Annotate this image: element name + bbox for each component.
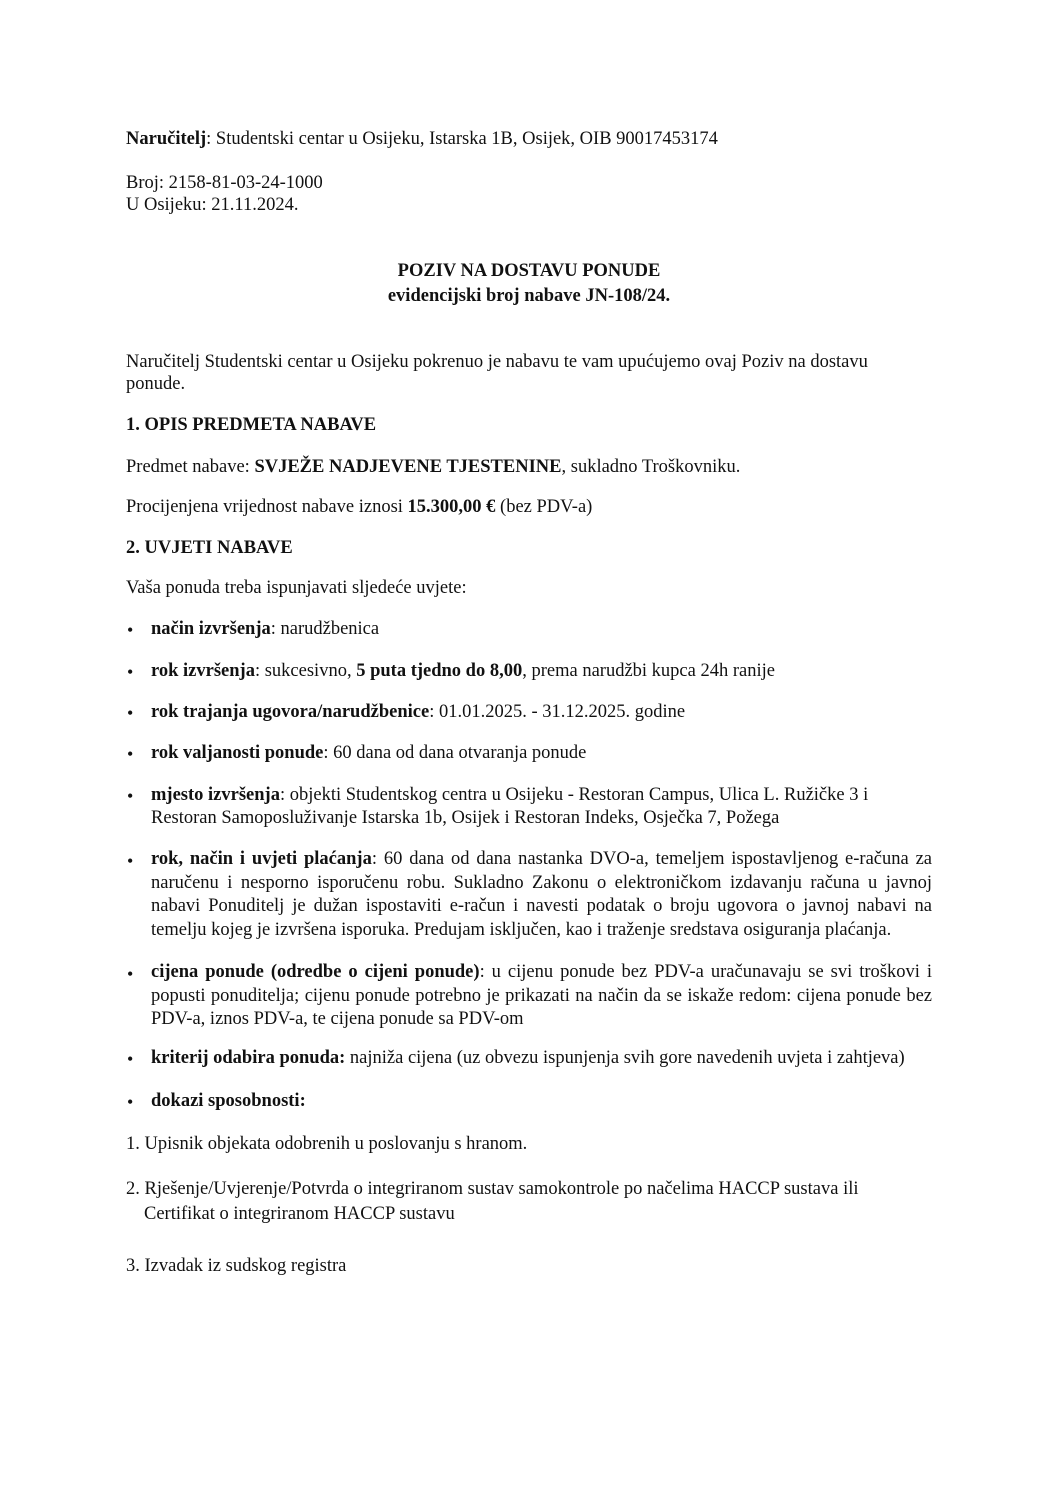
- bullet-icon: •: [127, 1092, 134, 1112]
- bullet-icon: •: [127, 851, 134, 871]
- contracting-authority-line: [126, 127, 718, 151]
- section-2-heading: 2. UVJETI NABAVE: [126, 538, 293, 558]
- bullet-icon: •: [127, 786, 134, 806]
- condition-text: , prema narudžbi kupca 24h ranije: [522, 661, 775, 681]
- condition-text: : objekti Studentskog centra u Osijeku - Restoran Campus, Ulica L. Ružičke 3 i: [279, 785, 869, 805]
- condition-price: [151, 961, 932, 1032]
- estimated-value-suffix: (bez PDV-a): [495, 497, 593, 517]
- condition-execution-method: [151, 617, 379, 641]
- condition-emphasis: 5 puta tjedno do 8,00: [356, 661, 523, 681]
- condition-payment: [151, 848, 932, 942]
- intro-line-2: ponude.: [126, 374, 186, 394]
- subject-suffix: , sukladno Troškovniku.: [561, 457, 741, 477]
- condition-label: kriterij odabira ponuda:: [151, 1048, 346, 1068]
- condition-contract-duration: [151, 700, 685, 724]
- condition-text: : 01.01.2025. - 31.12.2025. godine: [429, 702, 686, 722]
- intro-line-1: Naručitelj Studentski centar u Osijeku pokrenuo je nabavu te vam upućujemo ovaj Poziv na dostavu: [126, 352, 868, 372]
- proof-item-3: 3. Izvadak iz sudskog registra: [126, 1256, 347, 1276]
- condition-label: rok trajanja ugovora/narudžbenice: [151, 702, 430, 722]
- estimated-value-amount: 15.300,00 €: [407, 497, 496, 517]
- estimated-value-prefix: Procijenjena vrijednost nabave iznosi: [126, 497, 408, 517]
- subject-line: [126, 455, 740, 479]
- section-1-heading: 1. OPIS PREDMETA NABAVE: [126, 415, 377, 435]
- reference-number: Broj: 2158-81-03-24-1000: [126, 173, 323, 193]
- proof-item-2-line-2: Certifikat o integriranom HACCP sustavu: [144, 1204, 455, 1224]
- bullet-icon: •: [127, 744, 134, 764]
- condition-text: : 60 dana od dana nastanka DVO-a, temeljem ispostavljenog e-računa za naručenu i nesporno isporučenu robu. Sukladno Zakonu o elektroničkom izdavanju računa u javnoj nabavi Ponuditelj je dužan ispostaviti e-račun i navesti podatak o broju ugovora o javnoj nabavi na temelju kojeg je izvršena isporuka. Predujam isključen, kao i traženje sredstava osiguranja plaćanja.: [151, 849, 932, 940]
- condition-text: : u cijenu ponude bez PDV-a uračunavaju se svi troškovi i popusti ponuditelja; cijenu ponude potrebno je prikazati na način da se iskaže redom: cijena ponude bez PDV-a, iznos PDV-a, te cijena ponude sa PDV-om: [151, 962, 932, 1029]
- condition-text: : 60 dana od dana otvaranja ponude: [323, 743, 587, 763]
- bullet-icon: •: [127, 964, 134, 984]
- condition-label: rok izvršenja: [151, 661, 255, 681]
- place-and-date: U Osijeku: 21.11.2024.: [126, 195, 299, 215]
- bullet-icon: •: [127, 662, 134, 682]
- condition-label: rok, način i uvjeti plaćanja: [151, 849, 372, 869]
- subject-value: SVJEŽE NADJEVENE TJESTENINE: [254, 457, 562, 477]
- contracting-authority-text: : Studentski centar u Osijeku, Istarska 1B, Osijek, OIB 90017453174: [206, 129, 718, 149]
- condition-offer-validity: [151, 741, 586, 765]
- contracting-authority-label: Naručitelj: [126, 129, 207, 149]
- condition-text: najniža cijena (uz obvezu ispunjenja svih gore navedenih uvjeta i zahtjeva): [345, 1048, 905, 1068]
- condition-label: način izvršenja: [151, 619, 271, 639]
- subject-prefix: Predmet nabave:: [126, 457, 255, 477]
- procurement-number: evidencijski broj nabave JN-108/24.: [387, 286, 671, 306]
- condition-place-line-2: Restoran Samoposluživanje Istarska 1b, Osijek i Restoran Indeks, Osječka 7, Požega: [151, 808, 780, 828]
- condition-label: mjesto izvršenja: [151, 785, 280, 805]
- document-title: POZIV NA DOSTAVU PONUDE: [397, 261, 661, 281]
- bullet-icon: •: [127, 1049, 134, 1069]
- bullet-icon: •: [127, 703, 134, 723]
- condition-selection-criterion: [151, 1046, 905, 1070]
- condition-text: : narudžbenica: [270, 619, 380, 639]
- conditions-intro: Vaša ponuda treba ispunjavati sljedeće uvjete:: [126, 578, 467, 598]
- condition-place-line-1: [151, 783, 868, 807]
- proof-item-2-line-1: 2. Rješenje/Uvjerenje/Potvrda o integriranom sustav samokontrole po načelima HACCP sustava ili: [126, 1179, 859, 1199]
- condition-text: : sukcesivno,: [254, 661, 357, 681]
- estimated-value-line: [126, 495, 592, 519]
- proof-item-1: 1. Upisnik objekata odobrenih u poslovanju s hranom.: [126, 1134, 528, 1154]
- bullet-icon: •: [127, 620, 134, 640]
- condition-label: cijena ponude (odredbe o cijeni ponude): [151, 962, 480, 982]
- condition-proofs-heading: dokazi sposobnosti:: [151, 1091, 306, 1111]
- condition-label: rok valjanosti ponude: [151, 743, 324, 763]
- condition-execution-deadline: [151, 659, 775, 683]
